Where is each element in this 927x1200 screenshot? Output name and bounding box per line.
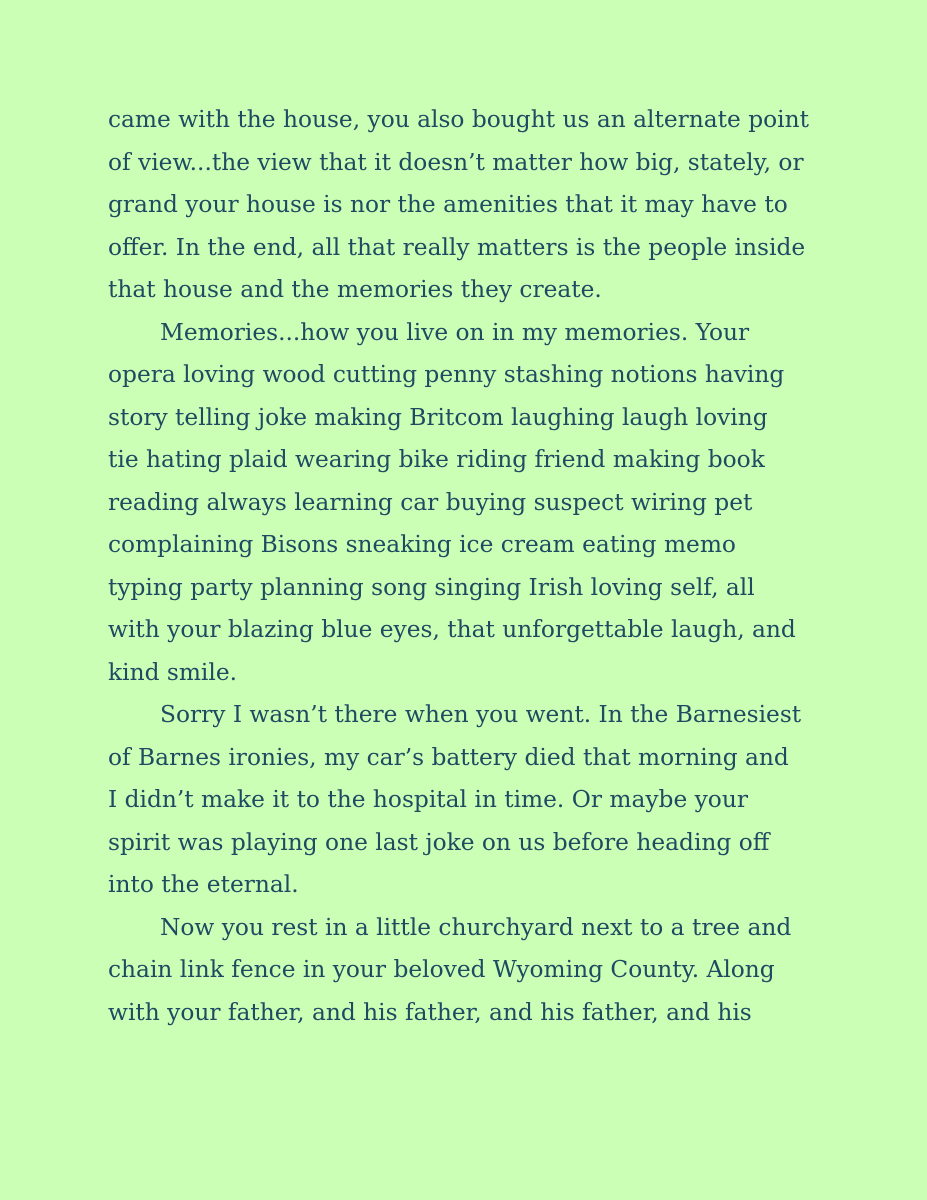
text-line: tie hating plaid wearing bike riding friend making book — [108, 446, 765, 473]
text-line: kind smile. — [108, 658, 238, 686]
document-page — [108, 99, 828, 1034]
text-line: complaining Bisons sneaking ice cream eating memo — [108, 531, 736, 558]
text-line: with your father, and his father, and his father, and his — [108, 998, 752, 1026]
text-line: into the eternal. — [108, 871, 299, 898]
text-line: of Barnes ironies, my car’s battery died that morning and — [108, 743, 789, 771]
text-line: offer. In the end, all that really matters is the people inside — [108, 233, 806, 261]
text-line-indented: Memories...how you live on in my memories. Your — [160, 318, 750, 346]
text-line: of view...the view that it doesn’t matter how big, stately, or — [108, 148, 804, 176]
text-line: opera loving wood cutting penny stashing notions having — [108, 361, 785, 388]
paragraph-1 — [108, 99, 828, 312]
text-line: I didn’t make it to the hospital in time. Or maybe your — [108, 786, 748, 813]
text-line: chain link fence in your beloved Wyoming County. Along — [108, 956, 775, 983]
paragraph-4 — [108, 907, 828, 1035]
text-line-indented: Sorry I wasn’t there when you went. In the Barnesiest — [160, 701, 802, 728]
text-line: typing party planning song singing Irish loving self, all — [108, 573, 755, 601]
text-line: grand your house is nor the amenities that it may have to — [108, 191, 788, 218]
text-line: with your blazing blue eyes, that unforgettable laugh, and — [108, 616, 796, 643]
text-line: reading always learning car buying suspect wiring pet — [108, 488, 753, 516]
text-line-indented: Now you rest in a little churchyard next to a tree and — [160, 913, 792, 941]
text-line: came with the house, you also bought us an alternate point — [108, 106, 809, 133]
text-line: story telling joke making Britcom laughing laugh loving — [108, 403, 768, 431]
text-line: that house and the memories they create. — [108, 276, 602, 303]
paragraph-3 — [108, 694, 828, 907]
text-line: spirit was playing one last joke on us before heading off — [108, 828, 770, 856]
paragraph-2 — [108, 312, 828, 695]
